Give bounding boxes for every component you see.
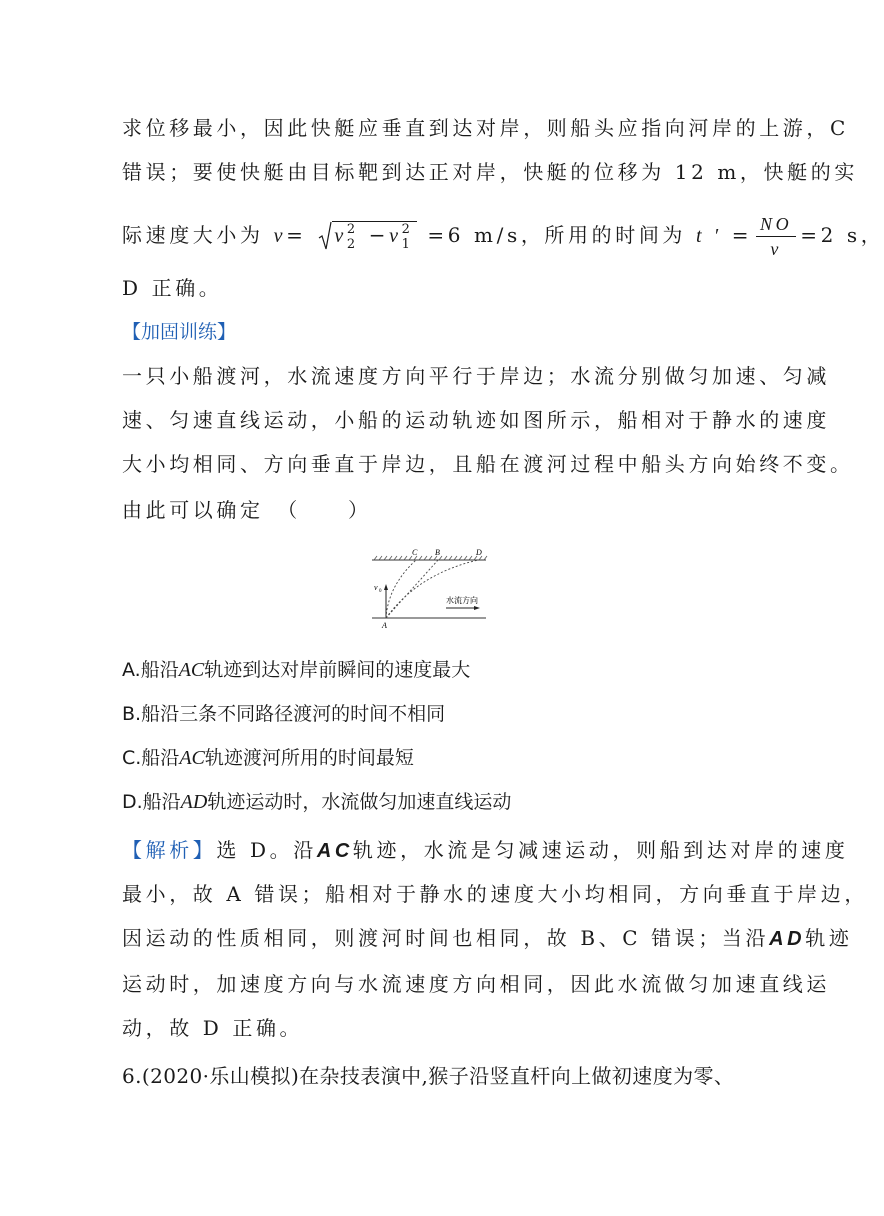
solution-line-1: 求位移最小，因此快艇应垂直到达对岸，则船头应指向河岸的上游，C [122, 116, 849, 140]
option-c: C.船沿AC轨迹渡河所用的时间最短 [122, 747, 414, 769]
analysis-line-3: 因运动的性质相同，则渡河时间也相同，故 B、C 错误；当沿AD轨迹 [122, 926, 853, 950]
solution-line-4: D 正确。 [122, 276, 223, 300]
analysis-line-2: 最小，故 A 错误；船相对于静水的速度大小均相同，方向垂直于岸边， [122, 882, 868, 906]
option-d: D.船沿AD轨迹运动时，水流做匀加速直线运动 [122, 791, 512, 813]
label-v0: v [374, 583, 378, 592]
analysis-line-4: 运动时，加速度方向与水流速度方向相同，因此水流做匀加速直线运 [122, 972, 830, 996]
fraction-no-over-v: $\frac{NO}{v}$ [756, 212, 796, 261]
flow-arrowhead [474, 606, 480, 610]
analysis-tag: 【解析】 [122, 838, 217, 862]
label-v0-sub: 0 [379, 589, 382, 594]
label-b: B [435, 548, 440, 557]
question-line-2: 速、匀速直线运动，小船的运动轨迹如图所示，船相对于静水的速度 [122, 408, 830, 432]
solution-line-2: 错误；要使快艇由目标靶到达正对岸，快艇的位移为 12 m，快艇的实 [122, 160, 858, 184]
question-line-4: 由此可以确定 （ ） [122, 498, 372, 522]
option-a: A.船沿AC轨迹到达对岸前瞬间的速度最大 [122, 659, 471, 681]
section-heading: 【加固训练】 [122, 321, 237, 343]
river-crossing-diagram [368, 546, 496, 632]
next-question: 6.(2020·乐山模拟)在杂技表演中,猴子沿竖直杆向上做初速度为零、 [122, 1064, 735, 1088]
label-d: D [476, 548, 482, 557]
trajectory-ad [386, 560, 478, 618]
trajectory-ab [386, 560, 438, 618]
trajectory-ac [386, 560, 416, 618]
label-flow-direction: 水流方向 [446, 596, 478, 605]
label-c: C [412, 548, 418, 557]
solution-line-3: 际速度大小为 v= v 2 2 −v 2 1 =6 m/s，所用的时间为 t ′ = $\frac{NO}{v}$ =2 s， [122, 214, 884, 259]
v0-arrowhead [384, 584, 388, 590]
label-a: A [382, 621, 387, 630]
question-line-3: 大小均相同、方向垂直于岸边，且船在渡河过程中船头方向始终不变。 [122, 452, 854, 476]
analysis-line-1: 【解析】选 D。沿AC轨迹，水流是匀减速运动，则船到达对岸的速度 [122, 838, 849, 862]
sqrt-expression: v 2 2 −v 2 1 [318, 221, 417, 252]
analysis-line-5: 动，故 D 正确。 [122, 1016, 304, 1040]
question-line-1: 一只小船渡河，水流速度方向平行于岸边；水流分别做匀加速、匀减 [122, 364, 830, 388]
far-bank-hatching [372, 556, 487, 560]
option-b: B.船沿三条不同路径渡河的时间不相同 [122, 703, 446, 725]
